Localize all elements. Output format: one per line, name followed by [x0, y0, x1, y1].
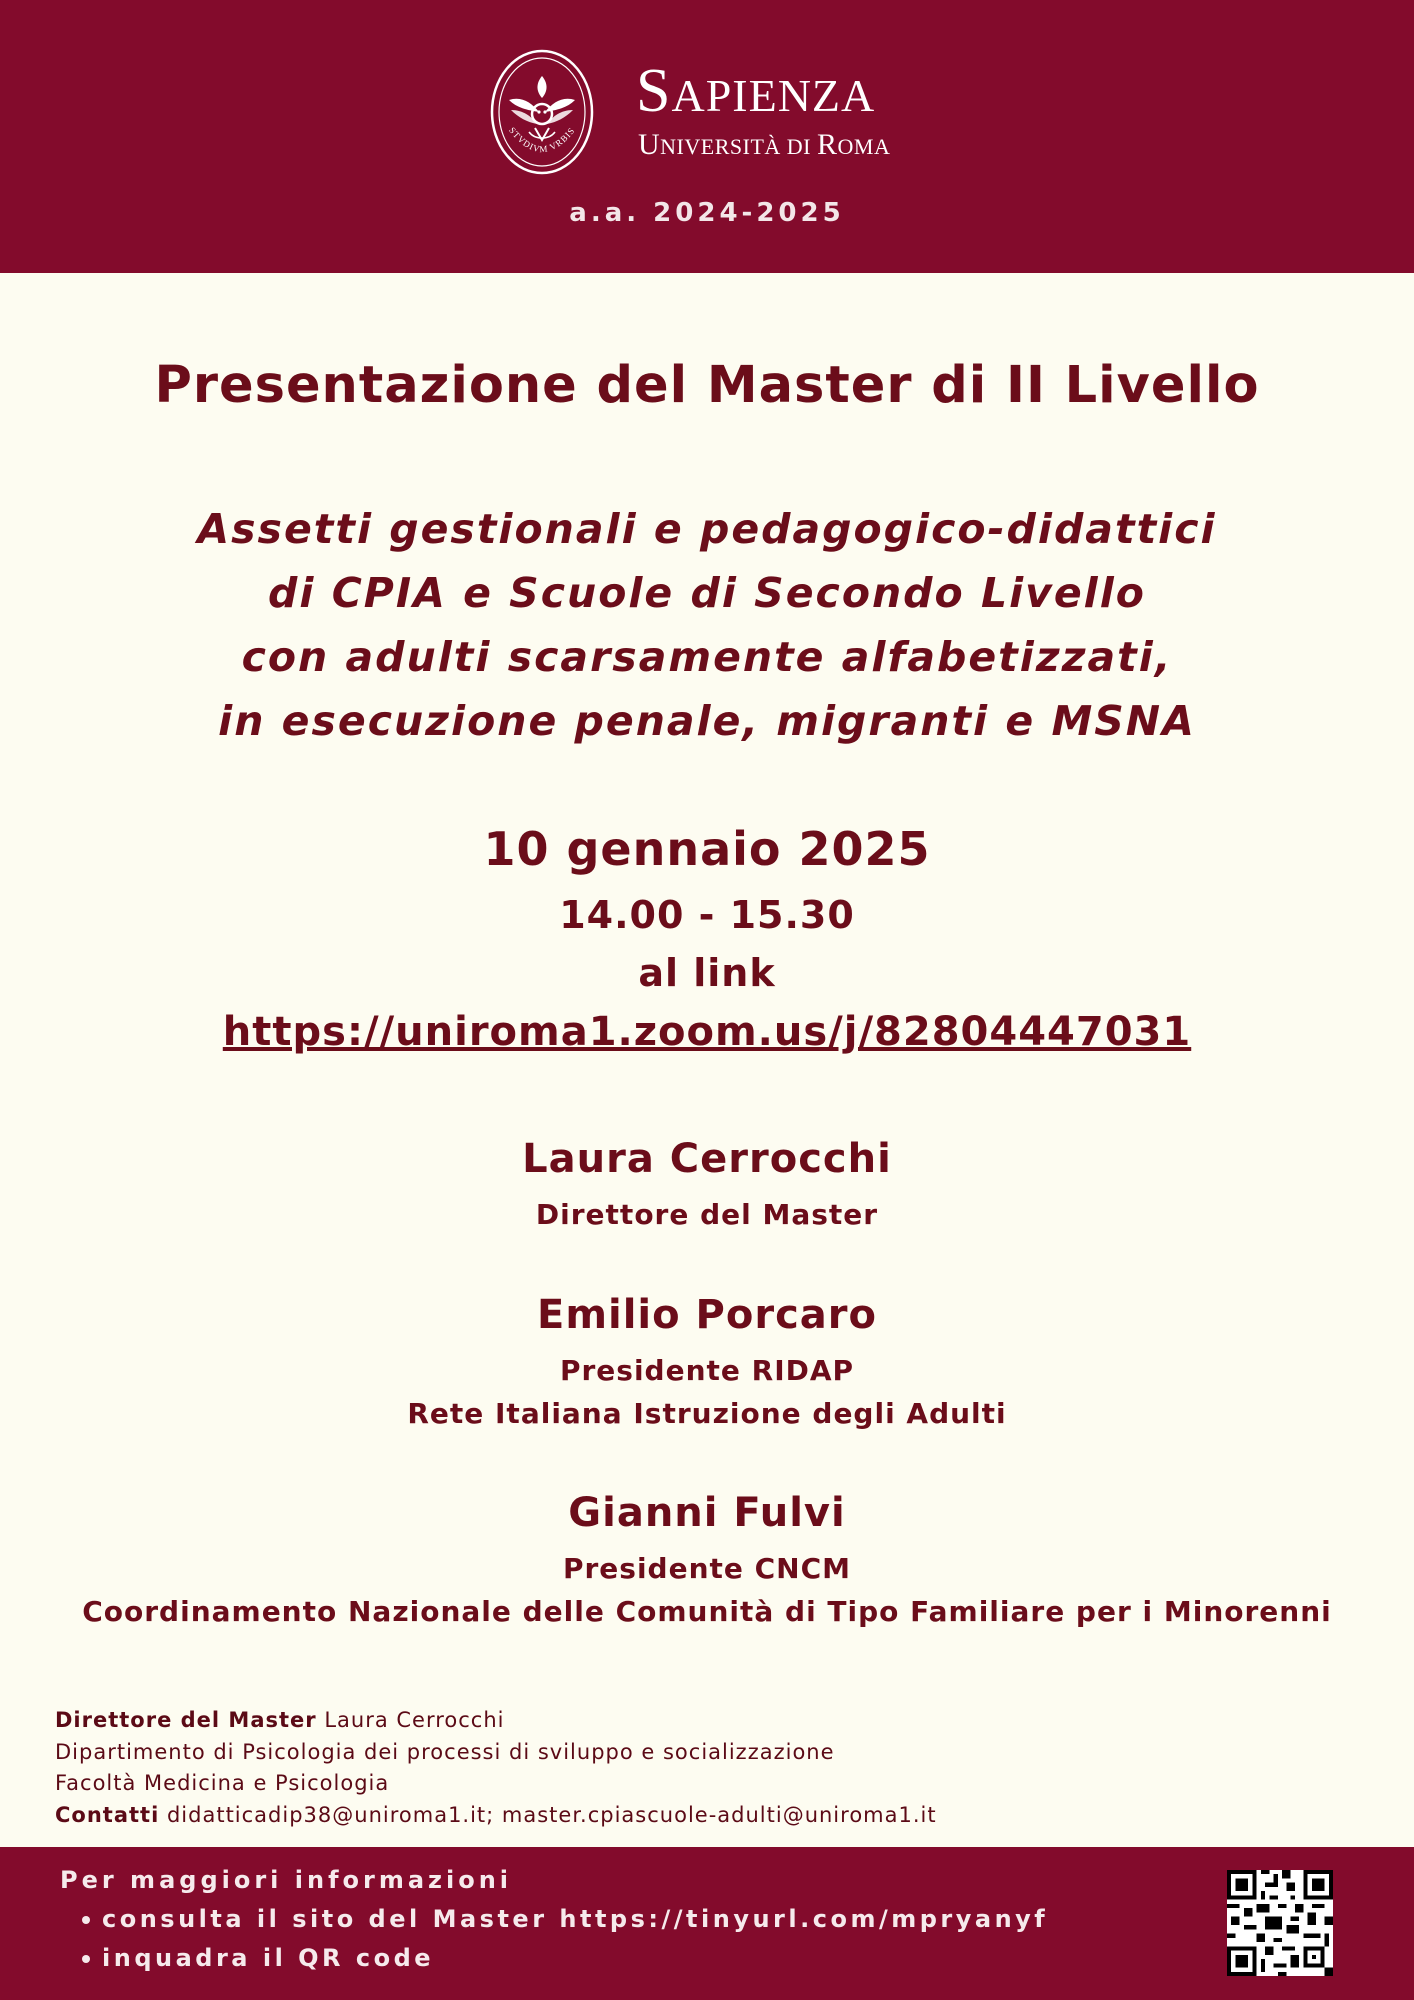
link-intro: al link	[638, 951, 776, 995]
list-item: inquadra il QR code	[82, 1939, 1048, 1978]
qr-code-icon[interactable]	[1227, 1870, 1333, 1976]
university-name: SAPIENZA	[636, 57, 876, 125]
speaker-role: Coordinamento Nazionale delle Comunità di Tipo Familiare per i Minorenni	[82, 1595, 1332, 1628]
speaker-role: Direttore del Master	[535, 1198, 879, 1231]
speaker-role: Presidente CNCM	[562, 1552, 852, 1585]
zoom-link[interactable]: https://uniroma1.zoom.us/j/82804447031	[222, 1009, 1192, 1055]
subtitle-line: in esecuzione penale, migranti e MSNA	[218, 697, 1196, 745]
footer-info	[55, 1705, 937, 1831]
subtitle-line: con adulti scarsamente alfabetizzati,	[241, 633, 1173, 681]
director-line: Direttore del Master Laura Cerrocchi	[55, 1708, 505, 1732]
department-line: Dipartimento di Psicologia dei processi di sviluppo e socializzazione	[55, 1739, 835, 1764]
speaker-name: Laura Cerrocchi	[522, 1136, 892, 1182]
subtitle-line: di CPIA e Scuole di Secondo Livello	[268, 569, 1146, 617]
speaker-role: Presidente RIDAP	[559, 1354, 855, 1387]
bullet-icon	[82, 1916, 90, 1924]
university-subtitle: UNIVERSITÀ DI ROMA	[638, 128, 891, 161]
more-info-list	[82, 1900, 1048, 1978]
speaker-name: Emilio Porcaro	[537, 1292, 877, 1338]
zoom-link-wrapper	[0, 1009, 1414, 1055]
seal-motto: STVDIVM VRBIS	[507, 125, 577, 155]
list-item[interactable]: consulta il sito del Master https://tinyurl.com/mpryanyf	[82, 1900, 1048, 1939]
more-info-title: Per maggiori informazioni	[60, 1866, 513, 1894]
contact-emails[interactable]: didatticadip38@uniroma1.it; master.cpiascuole-adulti@uniroma1.it	[166, 1802, 937, 1827]
speaker-name: Gianni Fulvi	[568, 1490, 846, 1536]
page-title: Presentazione del Master di II Livello	[154, 356, 1260, 415]
faculty-line: Facoltà Medicina e Psicologia	[55, 1771, 390, 1795]
event-date: 10 gennaio 2025	[483, 822, 931, 876]
subtitle-line: Assetti gestionali e pedagogico-didattici	[197, 505, 1217, 553]
sapienza-seal-logo	[489, 48, 595, 176]
contacts-line: Contatti didatticadip38@uniroma1.it; master.cpiascuole-adulti@uniroma1.it	[55, 1802, 937, 1827]
academic-year: a.a. 2024-2025	[569, 198, 845, 228]
event-time: 14.00 - 15.30	[559, 893, 855, 937]
master-subtitle	[0, 497, 1414, 753]
speaker-role: Rete Italiana Istruzione degli Adulti	[407, 1397, 1007, 1430]
bullet-icon	[82, 1955, 90, 1963]
